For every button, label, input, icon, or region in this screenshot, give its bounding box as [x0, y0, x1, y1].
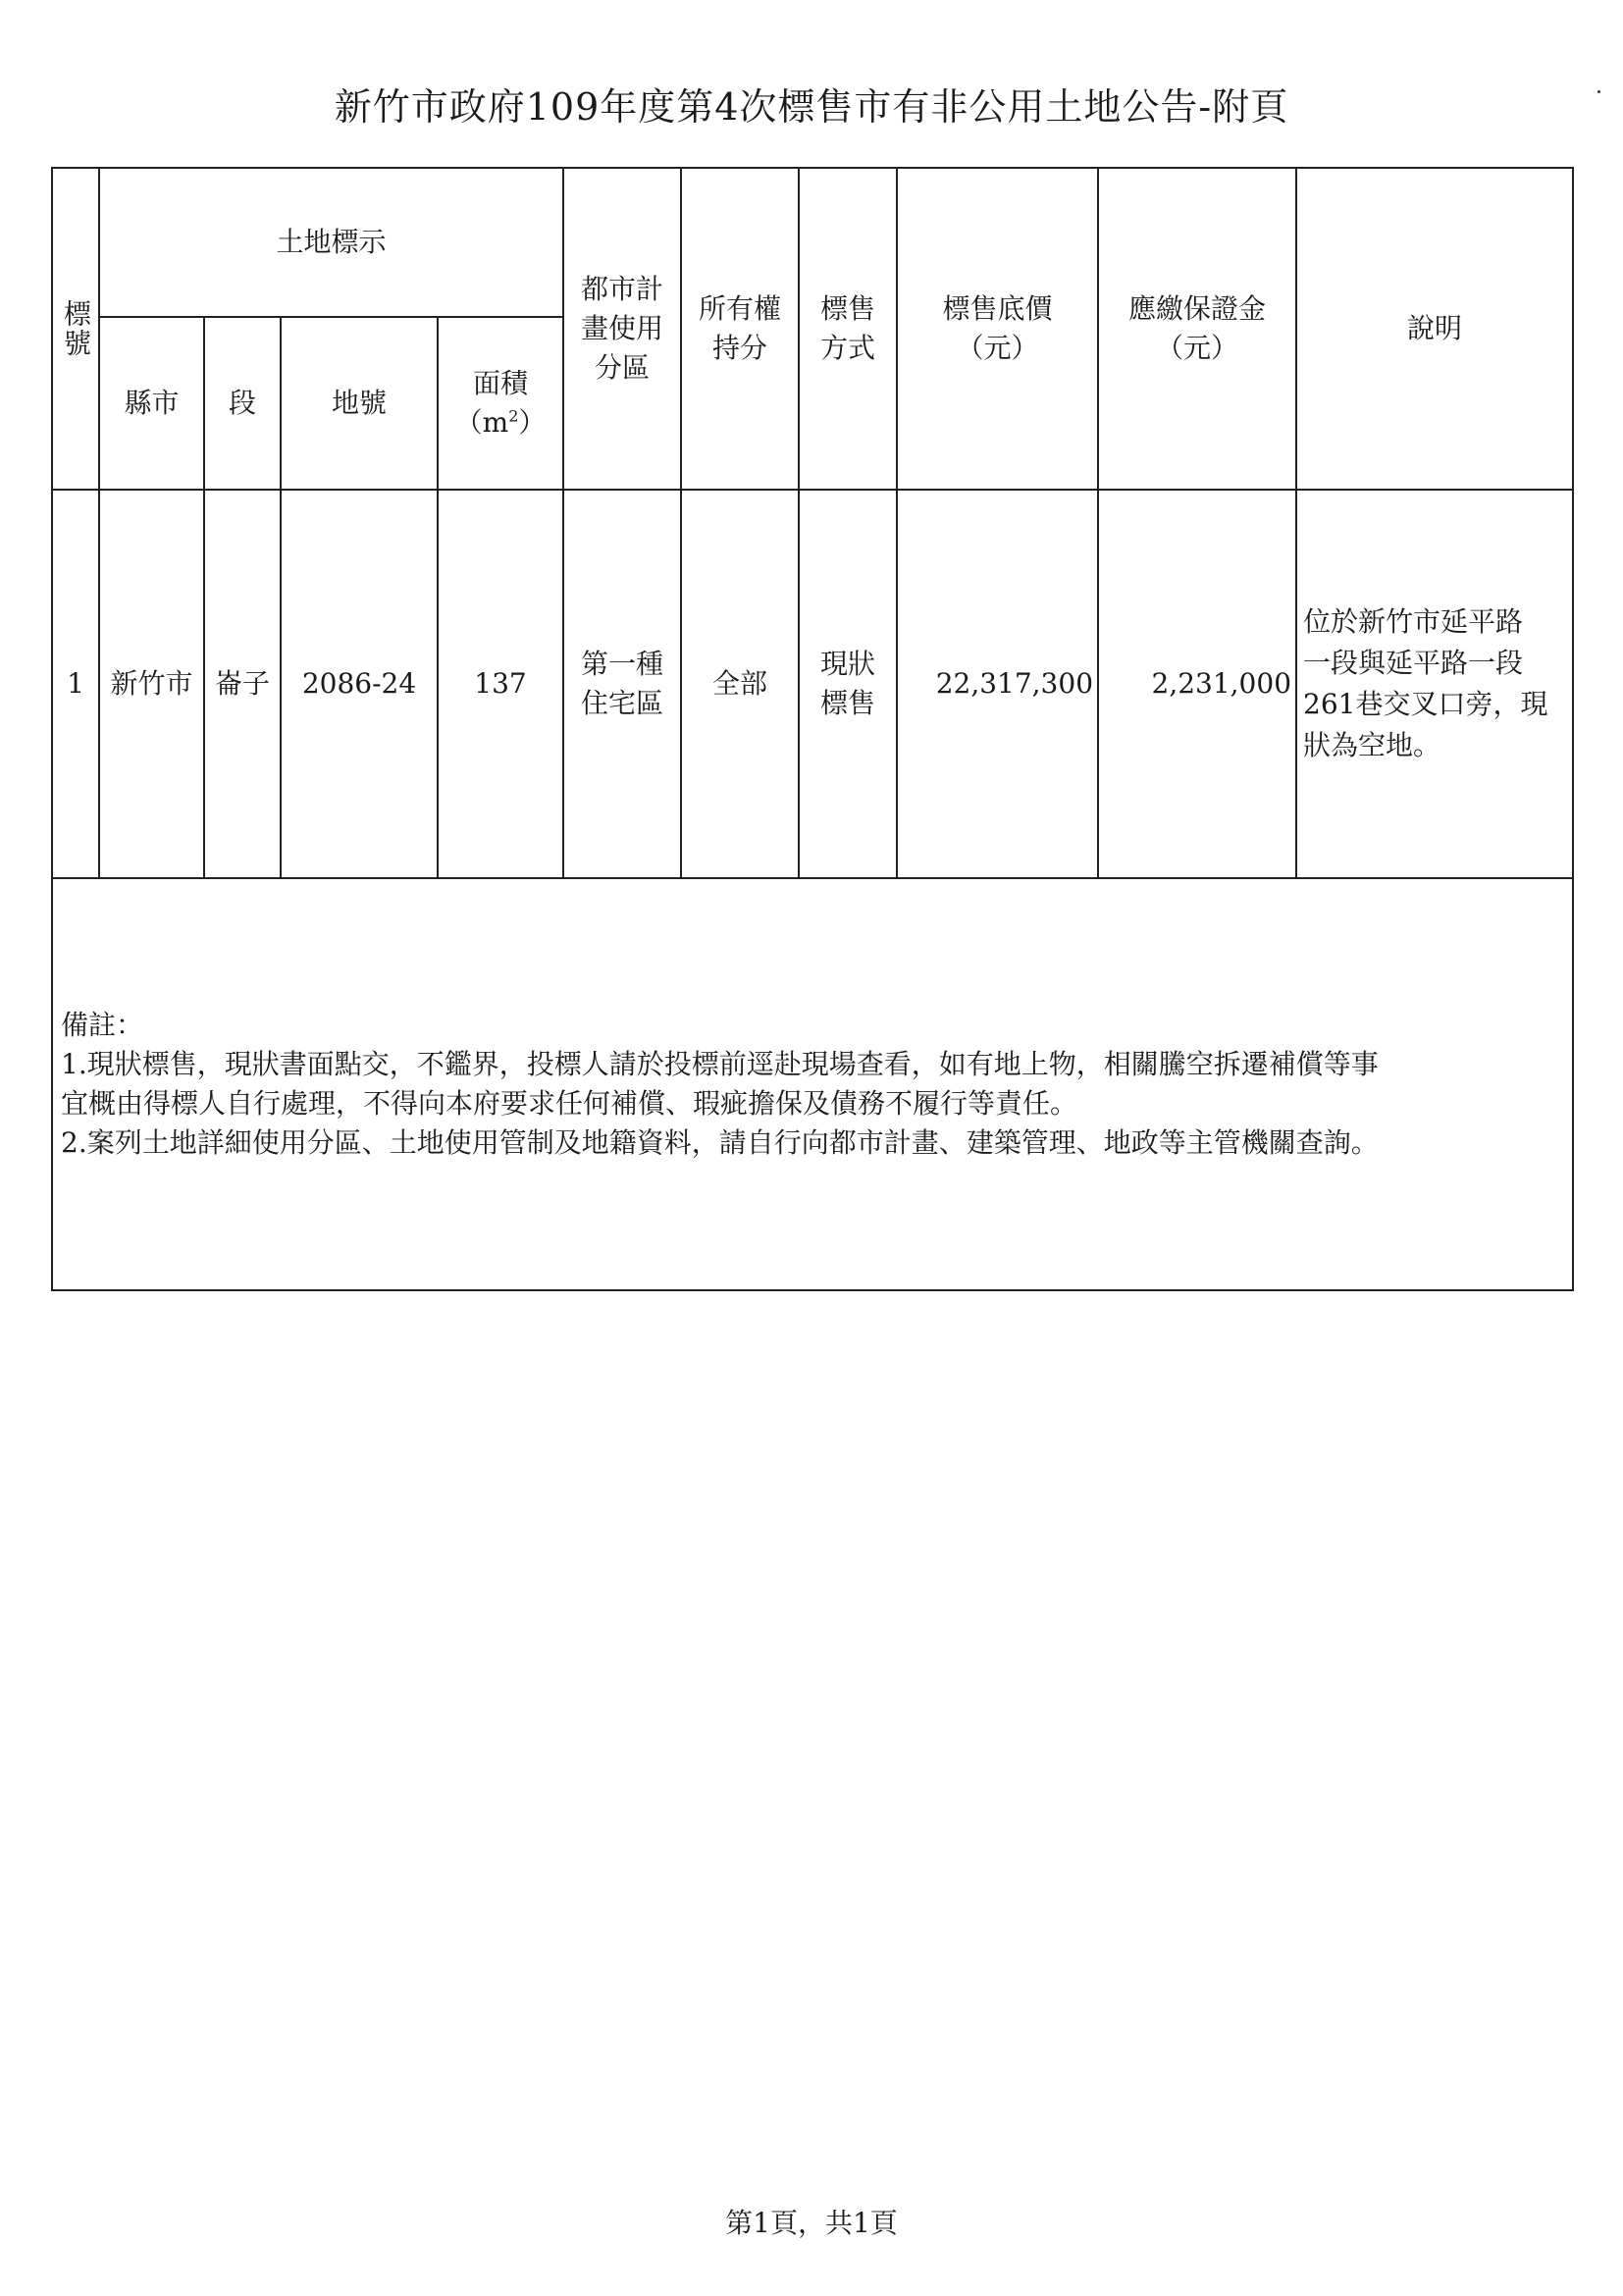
cell-remarks: 位於新竹市延平路 一段與延平路一段 261巷交叉口旁，現 狀為空地。 — [1296, 490, 1573, 878]
page-footer: 第1頁，共1頁 — [725, 2207, 898, 2239]
table-row — [52, 490, 1573, 878]
cell-ownership: 全部 — [681, 490, 799, 878]
header-area: 面積 $(m^2)$ — [438, 317, 563, 490]
header-ownership: 所有權 持分 — [681, 168, 799, 490]
header-land-marking: 土地標示 — [99, 168, 563, 317]
note-item: 2.案列土地詳細使用分區、土地使用管制及地籍資料，請自行向都市計畫、建築管理、地政等主管機關查詢。 — [61, 1126, 1379, 1159]
header-base-price: 標售底價 （元） — [897, 168, 1098, 490]
cell-sale-method: 現狀 標售 — [799, 490, 897, 878]
cell-zoning: 第一種 住宅區 — [563, 490, 681, 878]
notes-heading: 備註： — [61, 1009, 144, 1041]
header-deposit: 應繳保證金 （元） — [1098, 168, 1296, 490]
notes-section — [52, 878, 1573, 1290]
cell-area: 137 — [438, 490, 563, 878]
header-zoning: 都市計 畫使用 分區 — [563, 168, 681, 490]
note-item: 1.現狀標售，現狀書面點交，不鑑界，投標人請於投標前逕赴現場查看，如有地上物，相關騰空拆遷補償等事 — [61, 1048, 1379, 1080]
document-title: 新竹市政府109年度第4次標售市有非公用土地公告-附頁 — [334, 85, 1289, 129]
cell-county-city: 新竹市 — [99, 490, 204, 878]
land-sale-table — [51, 167, 1574, 1291]
header-remarks: 說明 — [1296, 168, 1573, 490]
header-county-city: 縣市 — [99, 317, 204, 490]
note-item: 宜概由得標人自行處理，不得向本府要求任何補償、瑕疵擔保及債務不履行等責任。 — [61, 1087, 1078, 1120]
header-section: 段 — [204, 317, 281, 490]
scan-speck — [1597, 90, 1600, 93]
header-sale-method: 標售 方式 — [799, 168, 897, 490]
cell-deposit: 2,231,000 — [1098, 490, 1296, 878]
cell-lot-no: 1 — [52, 490, 99, 878]
cell-section: 崙子 — [204, 490, 281, 878]
cell-base-price: 22,317,300 — [897, 490, 1098, 878]
header-land-no: 地號 — [281, 317, 438, 490]
cell-land-no: 2086-24 — [281, 490, 438, 878]
header-lot-no: 標號 — [52, 168, 99, 490]
